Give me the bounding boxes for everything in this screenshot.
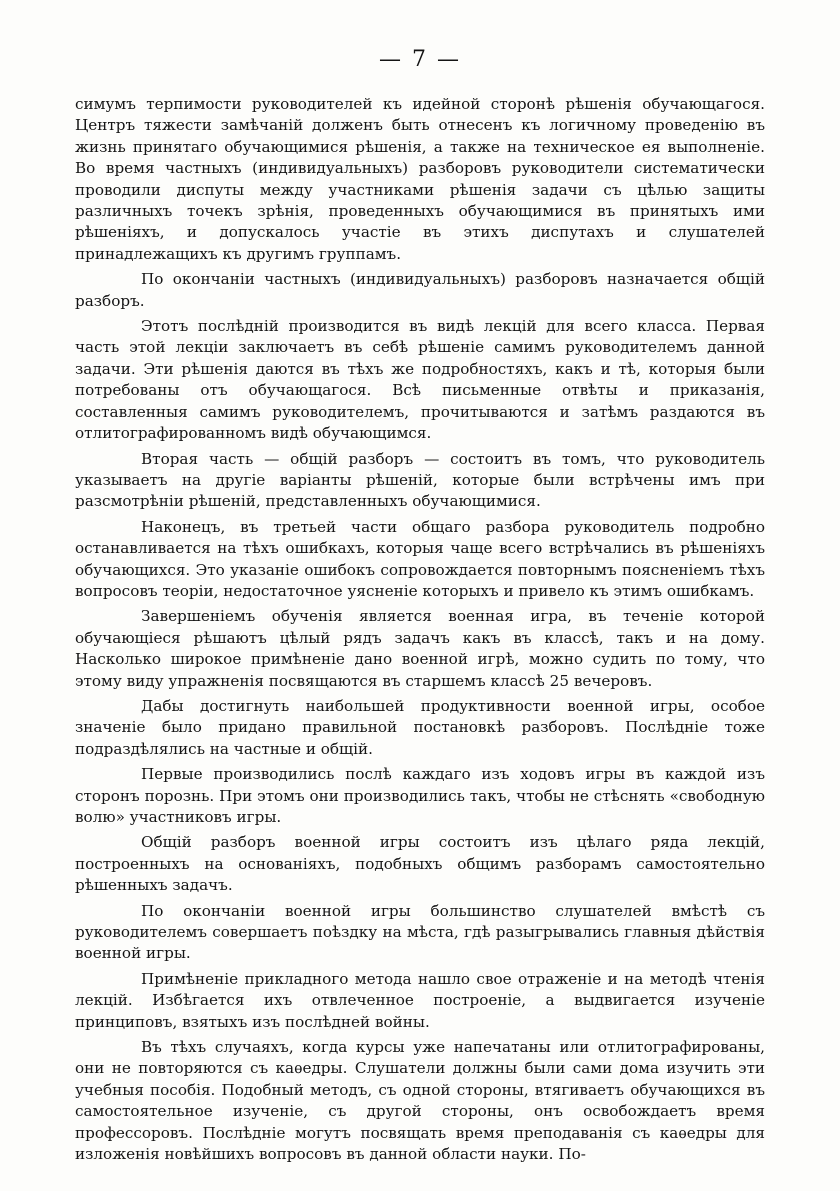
- paragraph-7: Дабы достигнуть наибольшей продуктивности военной игры, особое значеніе было придано правильной постановкѣ разборовъ. Послѣдніе тоже подраздѣлялись на частные и общій.: [75, 696, 765, 758]
- page-number: — 7 —: [379, 47, 461, 72]
- paragraph-11: Примѣненіе прикладного метода нашло свое отраженіе и на методѣ чтенія лекцій. Избѣгается ихъ отвлеченное построеніе, а выдвигается изученіе принциповъ, взятыхъ изъ послѣдней войны.: [75, 969, 765, 1031]
- paragraph-8: Первые производились послѣ каждаго изъ ходовъ игры въ каждой изъ сторонъ порознь. При этомъ они производились такъ, чтобы не стѣснять «свободную волю» участниковъ игры.: [75, 765, 765, 826]
- paragraph-9: Общій разборъ военной игры состоитъ изъ цѣлаго ряда лекцій, построенныхъ на основаніяхъ, подобныхъ общимъ разборамъ самостоятельно рѣшенныхъ задачъ.: [75, 833, 765, 895]
- paragraph-10: По окончаніи военной игры большинство слушателей вмѣстѣ съ руководителемъ совершаетъ поѣздку на мѣста, гдѣ разыгрывались главныя дѣйствія военной игры.: [75, 901, 765, 963]
- paragraph-6: Завершеніемъ обученія является военная игра, въ теченіе которой обучающіеся рѣшаютъ цѣлый рядъ задачъ какъ въ классѣ, такъ и на дому. Насколько широкое примѣненіе дано военной игрѣ, можно судить по тому, что этому виду упражненія посвящаются въ старшемъ классѣ 25 вечеровъ.: [75, 607, 765, 690]
- paragraph-12: Въ тѣхъ случаяхъ, когда курсы уже напечатаны или отлитографированы, они не повторяются съ каѳедры. Слушатели должны были сами дома изучить эти учебныя пособія. Подобный методъ, съ одной стороны, втягиваетъ обучающихся въ самостоятельное изученіе, съ другой стороны, онъ освобождаетъ время профессоровъ. Послѣдніе могутъ посвящать время преподаванія съ каѳедры для изложенія новѣйшихъ вопросовъ въ данной области науки. По-: [75, 1038, 765, 1164]
- paragraph-3: Этотъ послѣдній производится въ видѣ лекцій для всего класса. Первая часть этой лекціи заключаетъ въ себѣ рѣшеніе самимъ руководителемъ данной задачи. Эти рѣшенія даются въ тѣхъ же подробностяхъ, какъ и тѣ, которыя были потребованы отъ обучающагося. Всѣ письменные отвѣты и приказанія, составленныя самимъ руководителемъ, прочитываются и затѣмъ раздаются въ отлитографированномъ видѣ обучающимся.: [75, 317, 765, 443]
- paragraph-5: Наконецъ, въ третьей части общаго разбора руководитель подробно останавливается на тѣхъ ошибкахъ, которыя чаще всего встрѣчались въ рѣшеніяхъ обучающихся. Это указаніе ошибокъ сопровождается повторнымъ поясненіемъ тѣхъ вопросовъ теоріи, недостаточное уясненіе которыхъ и привело къ этимъ ошибкамъ.: [75, 517, 765, 600]
- paragraph-2: По окончаніи частныхъ (индивидуальныхъ) разборовъ назначается общій разборъ.: [75, 270, 765, 310]
- paragraph-4: Вторая часть — общій разборъ — состоитъ въ томъ, что руководитель указываетъ на другіе варіанты рѣшеній, которые были встрѣчены имъ при разсмотрѣніи рѣшеній, представленныхъ обучающимися.: [75, 449, 765, 511]
- body-text: [75, 94, 765, 1170]
- paragraph-1: симумъ терпимости руководителей къ идейной сторонѣ рѣшенія обучающагося. Центръ тяжести замѣчаній долженъ быть отнесенъ къ логичному проведенію въ жизнь принятаго обучающимися рѣшенія, а также на техническое ея выполненіе. Во время частныхъ (индивидуальныхъ) разборовъ руководители систематически проводили диспуты между участниками рѣшенія задачи съ цѣлью защиты различныхъ точекъ зрѣнія, проведенныхъ обучающимися въ принятыхъ ими рѣшеніяхъ, и допускалось участіе въ этихъ диспутахъ и слушателей принадлежащихъ къ другимъ группамъ.: [75, 95, 765, 263]
